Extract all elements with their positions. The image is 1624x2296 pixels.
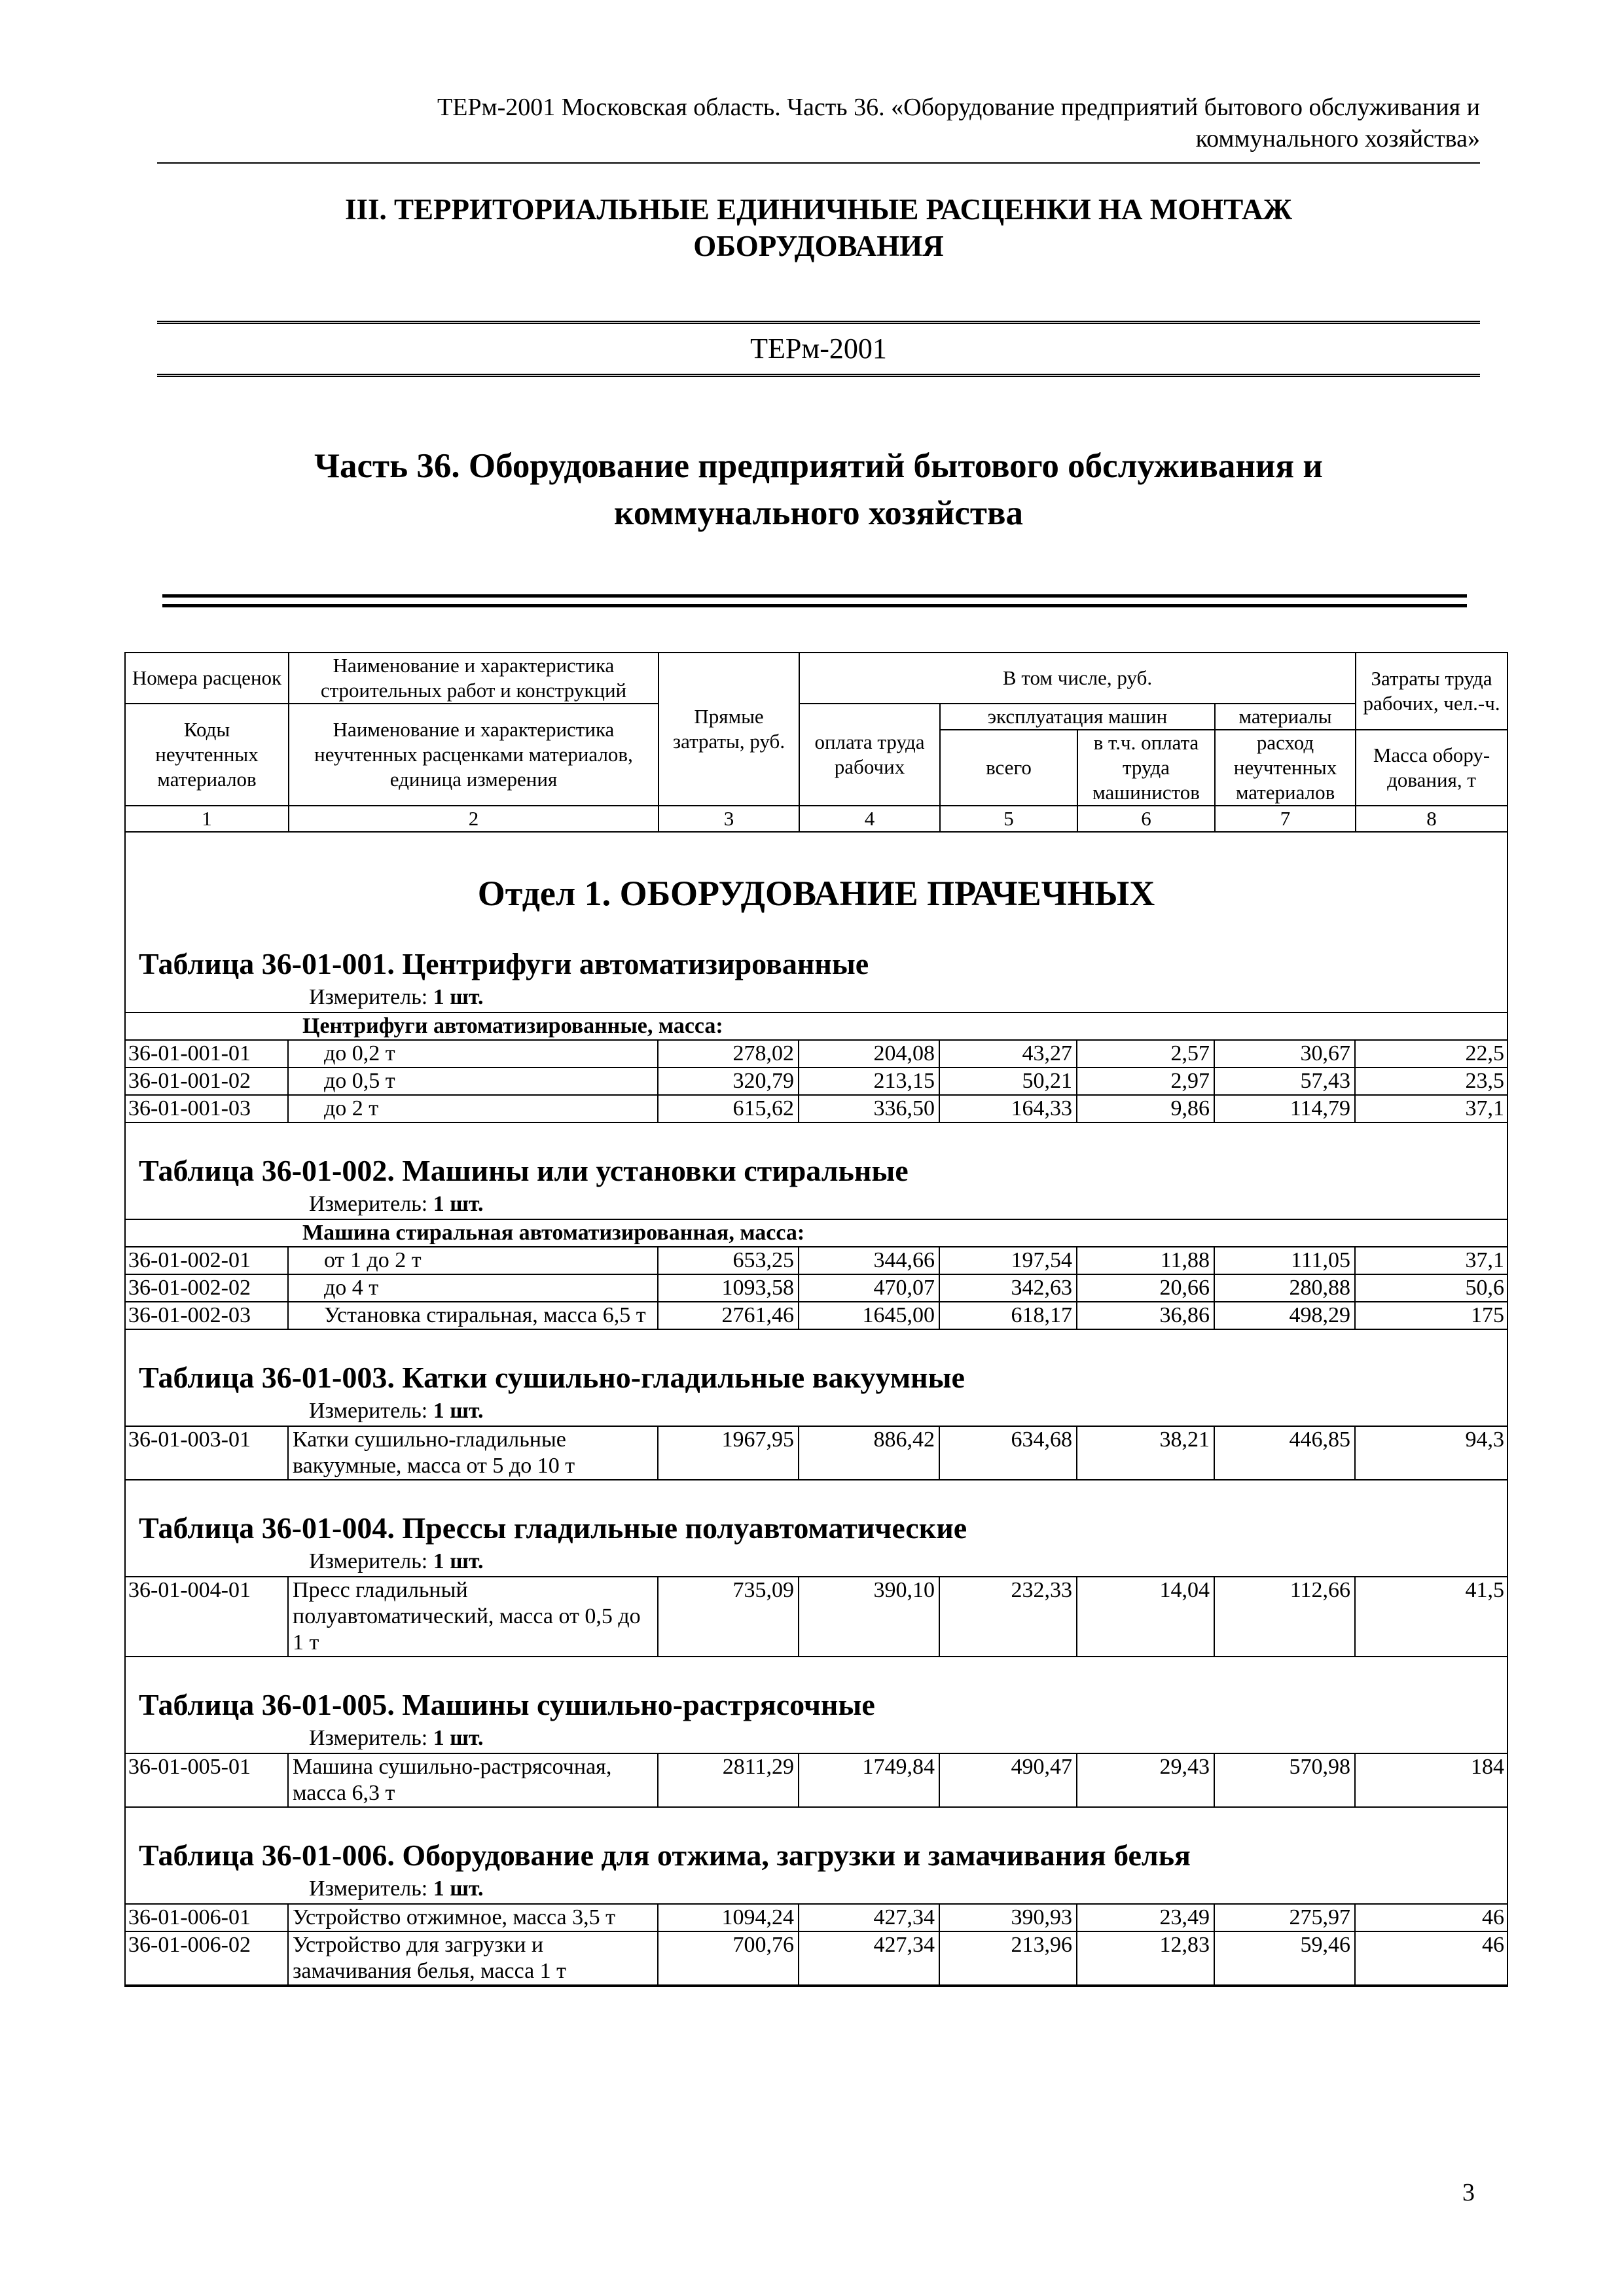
table-row <box>126 1067 1508 1095</box>
column-number: 2 <box>289 806 659 832</box>
rate-rows-table <box>126 1903 1508 1986</box>
part-title-line-2: коммунального хозяйства <box>613 494 1023 532</box>
worker-pay: 1645,00 <box>799 1302 939 1329</box>
part-title-line-1: Часть 36. Оборудование предприятий бытового обслуживания и <box>314 447 1323 485</box>
rate-table-title: Таблица 36-01-005. Машины сушильно-растрясочные <box>139 1688 875 1721</box>
rate-name: до 0,2 т <box>288 1040 658 1067</box>
header-materials: материалы <box>1215 704 1356 730</box>
column-number: 6 <box>1077 806 1215 832</box>
worker-pay: 1749,84 <box>799 1753 939 1807</box>
rate-code: 36-01-001-01 <box>126 1040 288 1067</box>
unit-value: 1 шт. <box>433 1876 484 1901</box>
rate-rows-table <box>126 1576 1508 1657</box>
rate-name: Установка стиральная, масса 6,5 т <box>288 1302 658 1329</box>
table-row <box>126 1931 1508 1985</box>
direct-costs: 320,79 <box>658 1067 799 1095</box>
table-header-row-2 <box>125 704 1507 730</box>
direct-costs: 735,09 <box>658 1577 799 1657</box>
section-title <box>157 191 1480 264</box>
machines-total: 197,54 <box>939 1247 1077 1274</box>
direct-costs: 1967,95 <box>658 1426 799 1480</box>
labor-costs: 46 <box>1355 1931 1508 1985</box>
labor-costs: 23,5 <box>1355 1067 1508 1095</box>
rate-table-title: Таблица 36-01-002. Машины или установки стиральные <box>139 1154 909 1187</box>
running-header-line-2: коммунального хозяйства» <box>1195 125 1480 152</box>
header-rule <box>157 162 1480 164</box>
measurement-unit <box>126 1397 1507 1426</box>
group-heading: Машина стиральная автоматизированная, масса: <box>126 1219 1508 1247</box>
direct-costs: 615,62 <box>658 1095 799 1122</box>
rate-code: 36-01-005-01 <box>126 1753 288 1807</box>
block-spacer <box>126 1123 1507 1152</box>
direct-costs: 2761,46 <box>658 1302 799 1329</box>
table-row <box>126 1904 1508 1931</box>
rate-name: до 2 т <box>288 1095 658 1122</box>
labor-costs: 37,1 <box>1355 1095 1508 1122</box>
unit-label: Измеритель: <box>309 1399 428 1423</box>
rate-code: 36-01-002-03 <box>126 1302 288 1329</box>
rate-table-block <box>126 1509 1507 1686</box>
rate-name: Устройство для загрузки и замачивания белья, масса 1 т <box>288 1931 658 1985</box>
table-row <box>126 1302 1508 1329</box>
materials-cost: 59,46 <box>1214 1931 1355 1985</box>
rate-table-title: Таблица 36-01-001. Центрифуги автоматизированные <box>139 947 869 980</box>
rate-code: 36-01-002-01 <box>126 1247 288 1274</box>
section-title-line-2: ОБОРУДОВАНИЯ <box>693 230 944 262</box>
direct-costs: 1094,24 <box>658 1904 799 1931</box>
labor-costs: 46 <box>1355 1904 1508 1931</box>
rate-code: 36-01-002-02 <box>126 1274 288 1302</box>
rate-code: 36-01-003-01 <box>126 1426 288 1480</box>
machinist-pay: 14,04 <box>1077 1577 1214 1657</box>
term-band <box>157 321 1480 377</box>
rate-rows-table <box>126 1753 1508 1808</box>
direct-costs: 1093,58 <box>658 1274 799 1302</box>
table-body-row <box>125 832 1507 1986</box>
header-worker-pay: оплата труда рабочих <box>799 704 940 806</box>
table-row <box>126 1753 1508 1807</box>
header-rate-numbers: Номера расценок <box>125 653 289 704</box>
header-machine-operation: эксплуатация машин <box>940 704 1215 730</box>
machines-total: 50,21 <box>939 1067 1077 1095</box>
header-direct-costs: Прямые затраты, руб. <box>659 653 799 806</box>
header-machines-total: всего <box>940 730 1077 806</box>
machines-total: 618,17 <box>939 1302 1077 1329</box>
table-body <box>125 832 1507 1986</box>
table-row <box>126 1426 1508 1480</box>
term-label: ТЕРм-2001 <box>750 332 887 365</box>
rate-name: Машина сушильно-растрясочная, масса 6,3 т <box>288 1753 658 1807</box>
table-row <box>126 1040 1508 1067</box>
rate-table-block <box>126 1152 1507 1359</box>
machinist-pay: 2,97 <box>1077 1067 1214 1095</box>
column-number: 1 <box>125 806 289 832</box>
materials-cost: 111,05 <box>1214 1247 1355 1274</box>
labor-costs: 37,1 <box>1355 1247 1508 1274</box>
unit-label: Измеритель: <box>309 985 428 1009</box>
worker-pay: 427,34 <box>799 1931 939 1985</box>
measurement-unit <box>126 1724 1507 1753</box>
materials-cost: 280,88 <box>1214 1274 1355 1302</box>
machines-total: 342,63 <box>939 1274 1077 1302</box>
rate-name: Катки сушильно-гладильные вакуумные, масса от 5 до 10 т <box>288 1426 658 1480</box>
block-spacer <box>126 1480 1507 1509</box>
unit-value: 1 шт. <box>433 1399 484 1423</box>
measurement-unit <box>126 1874 1507 1903</box>
header-equipment-mass: Масса обору-дования, т <box>1356 730 1507 806</box>
rate-code: 36-01-001-03 <box>126 1095 288 1122</box>
table-row <box>126 1274 1508 1302</box>
running-header <box>157 92 1480 154</box>
machinist-pay: 36,86 <box>1077 1302 1214 1329</box>
worker-pay: 427,34 <box>799 1904 939 1931</box>
unit-value: 1 шт. <box>433 1192 484 1216</box>
worker-pay: 336,50 <box>799 1095 939 1122</box>
column-number: 3 <box>659 806 799 832</box>
section-title-line-1: III. ТЕРРИТОРИАЛЬНЫЕ ЕДИНИЧНЫЕ РАСЦЕНКИ НА МОНТАЖ <box>344 193 1293 226</box>
rate-code: 36-01-006-01 <box>126 1904 288 1931</box>
machinist-pay: 9,86 <box>1077 1095 1214 1122</box>
rate-table-block <box>126 1359 1507 1509</box>
table-row <box>126 1247 1508 1274</box>
unit-value: 1 шт. <box>433 1726 484 1750</box>
part-title-rule <box>162 594 1467 607</box>
machines-total: 164,33 <box>939 1095 1077 1122</box>
worker-pay: 344,66 <box>799 1247 939 1274</box>
table-row <box>126 1577 1508 1657</box>
column-number: 5 <box>940 806 1077 832</box>
rate-name: от 1 до 2 т <box>288 1247 658 1274</box>
machinist-pay: 20,66 <box>1077 1274 1214 1302</box>
header-unaccounted-materials: расход неучтенных материалов <box>1215 730 1356 806</box>
materials-cost: 57,43 <box>1214 1067 1355 1095</box>
block-spacer <box>126 1808 1507 1837</box>
measurement-unit <box>126 983 1507 1012</box>
measurement-unit <box>126 1547 1507 1576</box>
unit-value: 1 шт. <box>433 1549 484 1573</box>
group-row <box>126 1219 1508 1247</box>
rate-table-block <box>126 1686 1507 1837</box>
machinist-pay: 23,49 <box>1077 1904 1214 1931</box>
department-title: Отдел 1. ОБОРУДОВАНИЕ ПРАЧЕЧНЫХ <box>477 874 1155 913</box>
rate-rows-table <box>126 1426 1508 1480</box>
machines-total: 213,96 <box>939 1931 1077 1985</box>
rate-name: до 0,5 т <box>288 1067 658 1095</box>
rate-code: 36-01-006-02 <box>126 1931 288 1985</box>
unit-label: Измеритель: <box>309 1549 428 1573</box>
header-including: В том числе, руб. <box>799 653 1356 704</box>
unit-value: 1 шт. <box>433 985 484 1009</box>
header-machinist-pay: в т.ч. оплата труда машинистов <box>1077 730 1215 806</box>
table-header-row-1 <box>125 653 1507 704</box>
unit-label: Измеритель: <box>309 1192 428 1216</box>
worker-pay: 390,10 <box>799 1577 939 1657</box>
rate-code: 36-01-001-02 <box>126 1067 288 1095</box>
materials-cost: 570,98 <box>1214 1753 1355 1807</box>
materials-cost: 275,97 <box>1214 1904 1355 1931</box>
unit-label: Измеритель: <box>309 1876 428 1901</box>
machinist-pay: 29,43 <box>1077 1753 1214 1807</box>
machines-total: 43,27 <box>939 1040 1077 1067</box>
rate-name: до 4 т <box>288 1274 658 1302</box>
rate-name: Пресс гладильный полуавтоматический, масса от 0,5 до 1 т <box>288 1577 658 1657</box>
header-labor-costs: Затраты труда рабочих, чел.-ч. <box>1356 653 1507 730</box>
group-heading: Центрифуги автоматизированные, масса: <box>126 1013 1508 1040</box>
rate-name: Устройство отжимное, масса 3,5 т <box>288 1904 658 1931</box>
group-row <box>126 1013 1508 1040</box>
direct-costs: 653,25 <box>658 1247 799 1274</box>
direct-costs: 278,02 <box>658 1040 799 1067</box>
page-number: 3 <box>1462 2179 1475 2206</box>
worker-pay: 886,42 <box>799 1426 939 1480</box>
machinist-pay: 2,57 <box>1077 1040 1214 1067</box>
rate-table-block <box>126 945 1507 1152</box>
labor-costs: 175 <box>1355 1302 1508 1329</box>
rate-table-title: Таблица 36-01-006. Оборудование для отжима, загрузки и замачивания белья <box>139 1839 1191 1872</box>
worker-pay: 470,07 <box>799 1274 939 1302</box>
header-material-name: Наименование и характеристика неучтенных расценками материалов, единица измерения <box>289 704 659 806</box>
machines-total: 390,93 <box>939 1904 1077 1931</box>
running-header-line-1: ТЕРм-2001 Московская область. Часть 36. «Оборудование предприятий бытового обслуживания и <box>437 94 1480 121</box>
materials-cost: 114,79 <box>1214 1095 1355 1122</box>
machinist-pay: 11,88 <box>1077 1247 1214 1274</box>
worker-pay: 213,15 <box>799 1067 939 1095</box>
machines-total: 232,33 <box>939 1577 1077 1657</box>
materials-cost: 498,29 <box>1214 1302 1355 1329</box>
labor-costs: 184 <box>1355 1753 1508 1807</box>
column-number: 4 <box>799 806 940 832</box>
rate-table-title: Таблица 36-01-003. Катки сушильно-гладильные вакуумные <box>139 1361 965 1394</box>
labor-costs: 50,6 <box>1355 1274 1508 1302</box>
rate-table-block <box>126 1837 1507 1986</box>
rate-rows-table <box>126 1219 1508 1330</box>
labor-costs: 94,3 <box>1355 1426 1508 1480</box>
machines-total: 490,47 <box>939 1753 1077 1807</box>
measurement-unit <box>126 1190 1507 1219</box>
machines-total: 634,68 <box>939 1426 1077 1480</box>
column-number: 8 <box>1356 806 1507 832</box>
direct-costs: 700,76 <box>658 1931 799 1985</box>
direct-costs: 2811,29 <box>658 1753 799 1807</box>
rates-table <box>124 652 1508 1987</box>
table-row <box>126 1095 1508 1122</box>
machinist-pay: 12,83 <box>1077 1931 1214 1985</box>
labor-costs: 41,5 <box>1355 1577 1508 1657</box>
header-material-codes: Коды неучтенных материалов <box>125 704 289 806</box>
materials-cost: 112,66 <box>1214 1577 1355 1657</box>
unit-label: Измеритель: <box>309 1726 428 1750</box>
machinist-pay: 38,21 <box>1077 1426 1214 1480</box>
labor-costs: 22,5 <box>1355 1040 1508 1067</box>
rate-code: 36-01-004-01 <box>126 1577 288 1657</box>
block-spacer <box>126 1657 1507 1686</box>
rate-table-title: Таблица 36-01-004. Прессы гладильные полуавтоматические <box>139 1511 967 1545</box>
header-work-name: Наименование и характеристика строительных работ и конструкций <box>289 653 659 704</box>
materials-cost: 446,85 <box>1214 1426 1355 1480</box>
column-numbers-row <box>125 806 1507 832</box>
block-spacer <box>126 1330 1507 1359</box>
part-title <box>157 442 1480 537</box>
column-number: 7 <box>1215 806 1356 832</box>
rate-tables-container <box>126 945 1507 1986</box>
worker-pay: 204,08 <box>799 1040 939 1067</box>
rate-rows-table <box>126 1012 1508 1123</box>
materials-cost: 30,67 <box>1214 1040 1355 1067</box>
